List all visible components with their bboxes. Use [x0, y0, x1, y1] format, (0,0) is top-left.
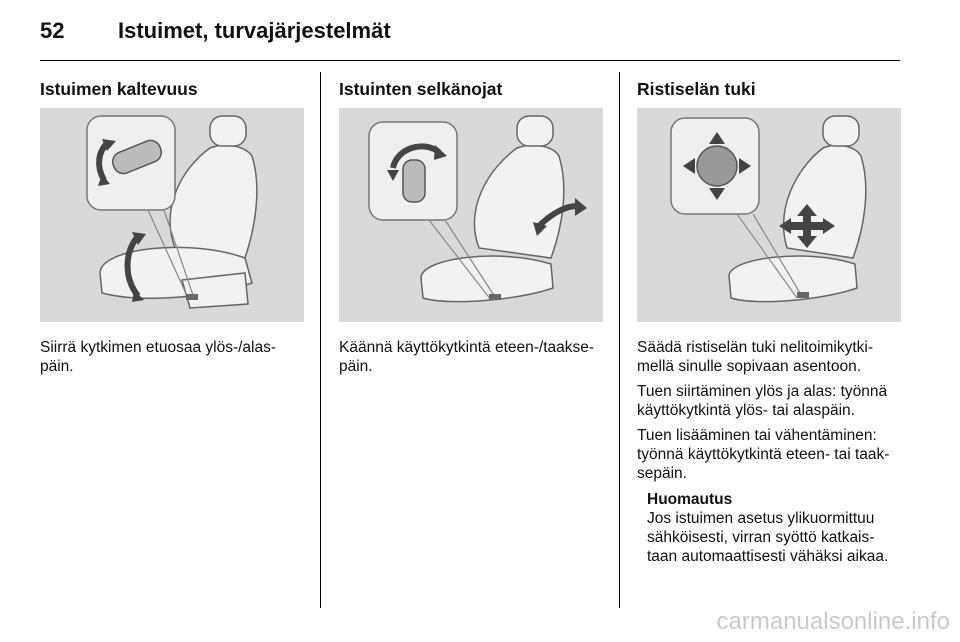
page-number: 52 — [40, 18, 65, 43]
page-title: Istuimet, turvajärjestelmät — [118, 18, 391, 43]
section-heading: Istuinten selkänojat — [339, 79, 503, 99]
note-box — [637, 490, 901, 566]
paragraph-text: Siirrä kytkimen etuosaa ylös-/alas- päin. — [40, 339, 277, 375]
instruction-text — [339, 338, 603, 376]
instruction-text — [637, 338, 901, 376]
page-header — [40, 18, 900, 58]
instruction-text — [637, 426, 901, 483]
column-divider — [320, 72, 321, 608]
instruction-text — [637, 382, 901, 420]
paragraph-text: Säädä ristiselän tuki nelitoimikytki- mellä sinulle sopivaan asentoon. — [637, 339, 874, 375]
section-heading: Ristiselän tuki — [637, 79, 756, 99]
column-seat-backrests — [339, 78, 603, 376]
column-divider — [619, 72, 620, 608]
watermark: carmanualsonline.info — [716, 608, 950, 635]
paragraph-text: Tuen lisääminen tai vähentäminen: työnnä käyttökytkintä eteen- tai taak- sepäin. — [637, 427, 890, 482]
header-rule — [40, 60, 900, 61]
paragraph-text: Käännä käyttökytkintä eteen-/taakse- päin. — [339, 339, 595, 375]
seat-tilt-illustration — [40, 108, 304, 322]
lumbar-support-illustration — [637, 108, 901, 322]
column-seat-tilt — [40, 78, 304, 376]
paragraph-text: Tuen siirtäminen ylös ja alas: työnnä käyttökytkintä ylös- tai alaspäin. — [637, 383, 888, 419]
note-title: Huomautus — [647, 491, 733, 508]
section-heading: Istuimen kaltevuus — [40, 79, 198, 99]
backrest-illustration — [339, 108, 603, 322]
instruction-text — [40, 338, 304, 376]
column-lumbar-support — [637, 78, 901, 566]
note-text: Jos istuimen asetus ylikuormittuu sähköisesti, virran syöttö katkais- taan automaattisesti vähäksi aikaa. — [647, 510, 889, 565]
